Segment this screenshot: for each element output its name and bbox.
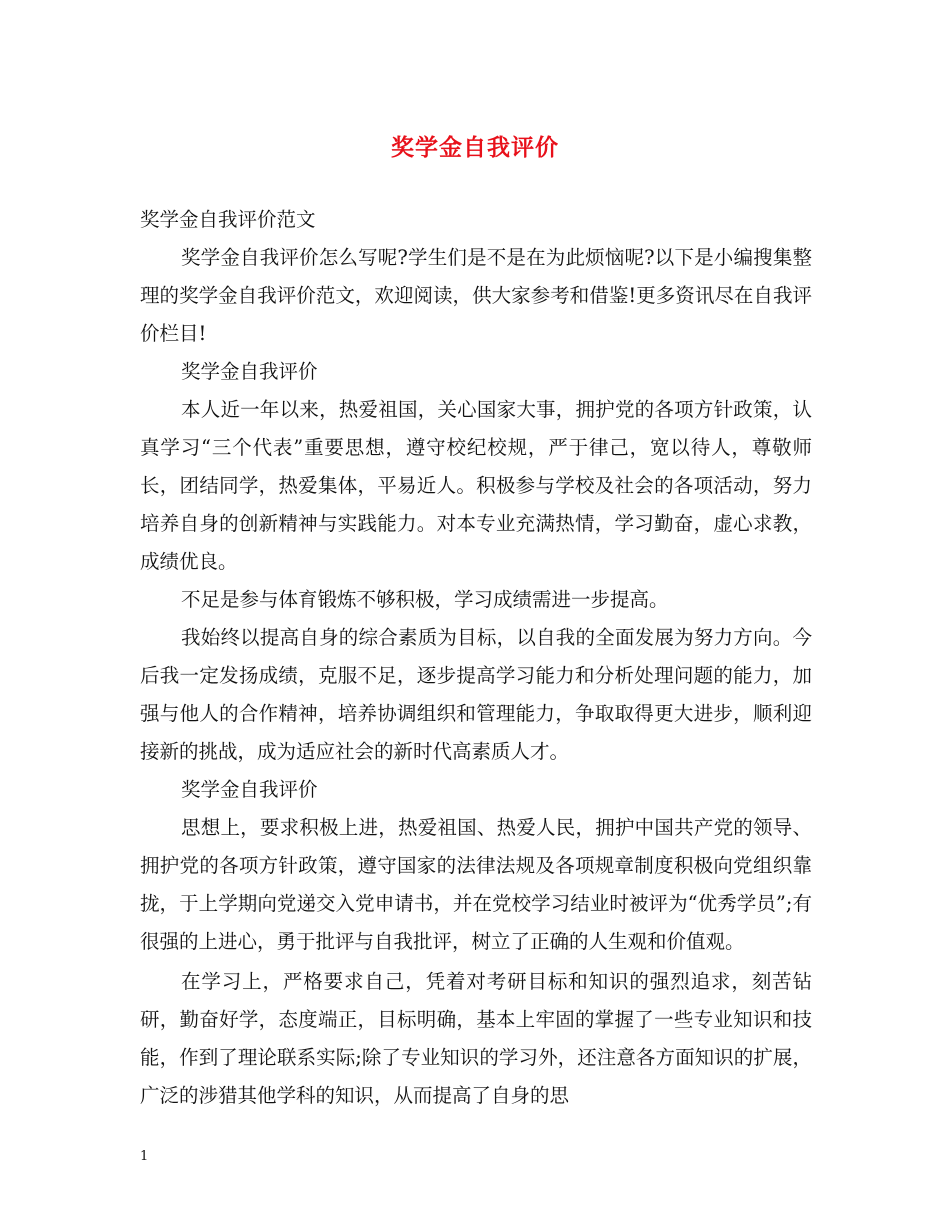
paragraph-study: 在学习上，严格要求自己，凭着对考研目标和知识的强烈追求，刻苦钻研，勤奋好学，态度端正，目标明确，基本上牢固的掌握了一些专业知识和技能，作到了理论联系实际;除了专业知识的学习外，还注意各方面知识的扩展，广泛的涉猎其他学科的知识，从而提高了自身的思 [140,970,812,1107]
document-body [140,201,812,1115]
paragraph-ideology: 思想上，要求积极上进，热爱祖国、热爱人民，拥护中国共产党的领导、拥护党的各项方针政策，遵守国家的法律法规及各项规章制度积极向党组织靠拢，于上学期向党递交入党申请书，并在党校学习结业时被评为“优秀学员”;有很强的上进心，勇于批评与自我批评，树立了正确的人生观和价值观。 [140,816,812,953]
section-heading-2: 奖学金自我评价 [181,778,318,801]
paragraph-shortcoming: 不足是参与体育锻炼不够积极，学习成绩需进一步提高。 [181,588,669,611]
paragraph-subtitle: 奖学金自我评价范文 [140,208,316,231]
paragraph-self-review: 本人近一年以来，热爱祖国，关心国家大事，拥护党的各项方针政策，认真学习“三个代表”重要思想，遵守校纪校规，严于律己，宽以待人，尊敬师长，团结同学，热爱集体，平易近人。积极参与学校及社会的各项活动，努力培养自身的创新精神与实践能力。对本专业充满热情，学习勤奋，虚心求教，成绩优良。 [140,398,812,573]
document-title: 奖学金自我评价 [391,134,559,161]
paragraph-intro: 奖学金自我评价怎么写呢?学生们是不是在为此烦恼呢?以下是小编搜集整理的奖学金自我评价范文，欢迎阅读，供大家参考和借鉴!更多资讯尽在自我评价栏目! [140,246,812,345]
section-heading-1: 奖学金自我评价 [181,360,318,383]
paragraph-goal: 我始终以提高自身的综合素质为目标，以自我的全面发展为努力方向。今后我一定发扬成绩，克服不足，逐步提高学习能力和分析处理问题的能力，加强与他人的合作精神，培养协调组织和管理能力，争取取得更大进步，顺利迎接新的挑战，成为适应社会的新时代高素质人才。 [140,626,812,763]
page-number: 1 [140,1149,149,1164]
